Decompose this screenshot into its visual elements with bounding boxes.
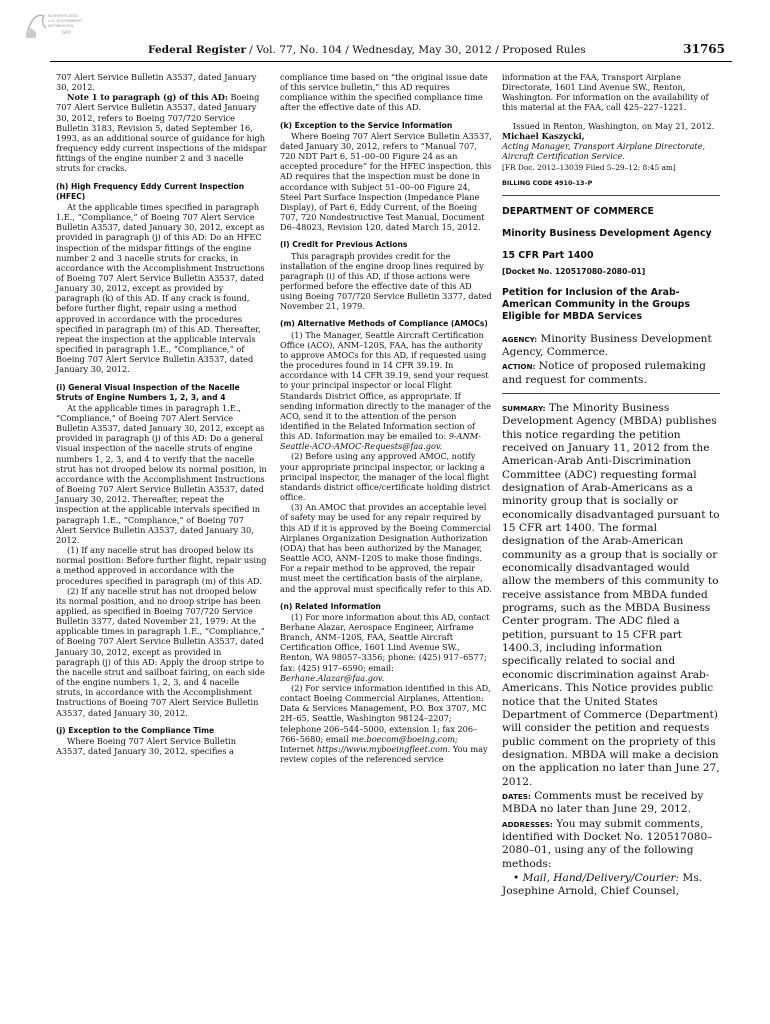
paragraph: (2) Before using any approved AMOC, notify your appropriate principal inspector, or lacking a principal inspector, the manager of the local flight standards district office/certificate holding district office. <box>280 451 491 503</box>
bullet-icon: • <box>513 871 523 884</box>
paragraph: (1) If any nacelle strut has drooped below its normal position: Before further flight, repair using a method approved in accordance with the procedures specified in paragraph (m) of this AD. <box>56 545 267 586</box>
signer-title-text: Acting Manager, Transport Airplane Directorate, Aircraft Certification Service. <box>502 140 706 162</box>
paragraph-text: You may review copies of the referenced service <box>280 743 488 764</box>
publication-title: Federal Register <box>148 44 247 56</box>
section-heading-h: (h) High Frequency Eddy Current Inspection (HFEC) <box>56 181 245 201</box>
cfr-part-heading: 15 CFR Part 1400 <box>502 249 594 261</box>
agency-line <box>502 333 720 360</box>
column-3 <box>502 72 720 899</box>
paragraph: (3) An AMOC that provides an acceptable level of safety may be used for any repair required by this AD if it is approved by the Boeing Commercial Airplanes Organization Designation Authorization (ODA) that has been authorized by the Manager, Seattle ACO, ANM–120S to make those findings. For a repair method to be approved, the repair must meet the certification basis of the airplane, and the approval must specifically refer to this AD. <box>280 502 492 594</box>
paragraph: Where Boeing 707 Alert Service Bulletin A3537, dated January 30, 2012, refers to “Manual 707, 720 NDT Part 6, 51–00–00 Figure 24 as an accepted procedure” for the HFEC inspection, this AD requires that the inspection must be done in accordance with Subject 51–00–00 Figure 24, Steel Part Surface Inspection (Impedance Plane Display), of Part 6, Eddy Current, of the Boeing 707, 720 Nondestructive Test Manual, Document D6–48023, Revision 120, dated March 15, 2012. <box>280 130 492 233</box>
faa-email-link[interactable]: Berhane.Alazar@faa.gov. <box>280 672 385 683</box>
paragraph: 707 Alert Service Bulletin A3537, dated January 30, 2012. <box>56 72 257 93</box>
paragraph: compliance time based on “the original issue date of this service bulletin,” this AD requires compliance within the specified compliance time after the effective date of this AD. <box>280 72 488 113</box>
paragraph: information at the FAA, Transport Airplane Directorate, 1601 Lind Avenue SW., Renton, Washington. For information on the availability of this material at the FAA, call 425–227–1221. <box>502 72 709 113</box>
method-text: Ms. Josephine Arnold, Chief Counsel, <box>502 871 703 898</box>
paragraph: At the applicable times specified in paragraph 1.E., “Compliance,” of Boeing 707 Alert Service Bulletin A3537, dated January 30, 2012, except as provided in paragraph (j) of this AD: Do an HFEC inspection of the midspar fittings of the engine number 2 and 3 nacelle struts for cracks, in accordance with the Accomplishment Instructions of Boeing 707 Alert Service Bulletin A3537, dated January 30, 2012, except as provided by paragraph (k) of this AD. If any crack is found, before further flight, repair using a method approved in accordance with the procedures specified in paragraph (m) of this AD. Thereafter, repeat the inspection at the applicable intervals specified in paragraph 1.E., “Compliance,” of Boeing 707 Alert Service Bulletin A3537, dated January 30, 2012. <box>56 201 265 375</box>
summary-label: SUMMARY: <box>502 403 546 413</box>
agency-text: Minority Business Development Agency, Commerce. <box>502 332 712 358</box>
addresses-paragraph <box>502 818 720 871</box>
paragraph: (2) If any nacelle strut has not drooped below its normal position, and no droop stripe has been applied, as specified in Boeing 707/720 Service Bulletin 3377, dated November 21, 1979: At the applicable times in paragraph 1.E., “Compliance,” of Boeing 707 Alert Service Bulletin A3537, dated January 30, 2012, except as provided in paragraph (j) of this AD: Apply the droop stripe to the nacelle strut and sailboat fairing, on each side of the engine numbers 1, 2, 3, and 4 nacelle struts, in accordance with the Accomplishment Instructions of Boeing 707 Alert Service Bulletin A3537, dated January 30, 2012. <box>56 585 265 718</box>
dates-label: DATES: <box>502 791 531 801</box>
seal-line-3: INFORMATION <box>48 24 74 28</box>
action-text: Notice of proposed rulemaking and request for comments. <box>502 360 706 386</box>
action-line <box>502 360 720 387</box>
signer-name-text: Michael Kaszycki, <box>502 130 585 141</box>
paragraph: This paragraph provides credit for the installation of the engine droop lines required by paragraph (i) of this AD, if those actions were performed before the effective date of this AD using Boeing 707/720 Service Bulletin 3377, dated November 21, 1979. <box>280 250 492 312</box>
column-1 <box>56 72 267 756</box>
boeing-email-link[interactable]: me.boecom@boeing.com; <box>351 733 458 744</box>
seal-line-1: AUTHENTICATED <box>48 14 79 18</box>
signer-name <box>502 131 720 141</box>
department-heading: DEPARTMENT OF COMMERCE <box>502 205 654 217</box>
section-heading-n: (n) Related Information <box>280 601 381 611</box>
section-heading-k: (k) Exception to the Service Information <box>280 120 453 130</box>
method-list-item <box>502 872 720 899</box>
agency-label: AGENCY: <box>502 334 538 344</box>
paragraph: At the applicable times in paragraph 1.E., “Compliance,” of Boeing 707 Alert Service Bulletin A3537, dated January 30, 2012, except as provided in paragraph (j) of this AD: Do a general visual inspection of the nacelle struts of engine numbers 1, 2, 3, and 4 to verify that the nacelle strut has not drooped below its normal position, in accordance with the Accomplishment Instructions of Boeing 707 Alert Service Bulletin A3537, dated January 30, 2012. Thereafter, repeat the inspection at the applicable intervals specified in paragraph 1.E., “Compliance,” of Boeing 707 Alert Service Bulletin A3537, dated January 30, 2012. <box>56 402 267 545</box>
paragraph-text: Internet <box>280 743 317 754</box>
section-heading-j: (j) Exception to the Compliance Time <box>56 725 215 735</box>
docket-number: [Docket No. 120517080–2080–01] <box>502 266 646 276</box>
summary-paragraph <box>502 402 720 789</box>
gpo-authenticated-seal <box>22 8 88 42</box>
section-heading-i: (i) General Visual Inspection of the Nacelle Struts of Engine Numbers 1, 2, 3, and 4 <box>56 382 240 402</box>
agency-heading: Minority Business Development Agency <box>502 227 712 239</box>
section-heading-m: (m) Alternative Methods of Compliance (AMOCs) <box>280 319 488 329</box>
amoc-email-link[interactable]: 9-ANM-Seattle-ACO-AMOC-Requests@faa.gov. <box>280 431 481 452</box>
seal-line-4: GPO <box>62 30 71 35</box>
column-2 <box>280 72 492 764</box>
method-name: Mail, Hand/Delivery/Courier: <box>522 871 680 884</box>
issued-line: Issued in Renton, Washington, on May 21, 2012. <box>513 120 715 131</box>
paragraph-text: (2) For service information identified in this AD, contact Boeing Commercial Airplanes, Attention: Data & Services Management, P.O. Box 3707, MC 2H–65, Seattle, Washington 98124–2207; telephone 206–544–5000, extension 1; fax 206–766–5680; email <box>280 682 491 744</box>
rule-title: Petition for Inclusion of the Arab-American Community in the Groups Eligible for MBDA Services <box>502 286 690 322</box>
seal-line-2: U.S. GOVERNMENT <box>48 19 83 23</box>
paragraph <box>280 612 492 683</box>
addresses-text: You may submit comments, identified with Docket No. 120517080–2080–01, using any of the following methods: <box>502 817 713 870</box>
header-rule <box>50 61 732 62</box>
page-header <box>60 42 725 60</box>
paragraph-text: (1) The Manager, Seattle Aircraft Certification Office (ACO), ANM–120S, FAA, has the authority to approve AMOCs for this AD, if requested using the procedures found in 14 CFR 39.19. In accordance with 14 CFR 39.19, send your request to your principal inspector or local Flight Standards District Office, as appropriate. If sending information directly to the manager of the ACO, send it to the attention of the person identified in the Related Information section of this AD. Information may be emailed to: <box>280 329 491 442</box>
page-number: 31765 <box>683 42 725 56</box>
signer-title <box>502 141 720 161</box>
action-label: ACTION: <box>502 362 536 372</box>
note-text: Boeing 707 Alert Service Bulletin A3537, dated January 30, 2012, refers to Boeing 707/720 Service Bulletin 3183, Revision 5, dated September 16, 1993, as an additional source of guidance for high frequency eddy current inspections of the midspar fittings of the engine number 2 and 3 nacelle struts for cracks. <box>56 92 267 174</box>
divider <box>502 195 720 196</box>
dates-text: Comments must be received by MBDA no later than June 29, 2012. <box>502 789 704 816</box>
fr-doc-line: [FR Doc. 2012–13039 Filed 5–29–12; 8:45 am] <box>502 163 676 173</box>
paragraph <box>280 330 492 452</box>
divider <box>502 393 720 394</box>
note-label: Note 1 to paragraph (g) of this AD: <box>67 92 228 103</box>
section-heading-l: (l) Credit for Previous Actions <box>280 240 408 250</box>
paragraph-text: (1) For more information about this AD, contact Berhane Alazar, Aerospace Engineer, Airframe Branch, ANM–120S, FAA, Seattle Aircraft Certification Office, 1601 Lind Avenue SW., Renton, WA 98057–3356; phone: (425) 917–6577; fax: (425) 917–6590; email: <box>280 611 490 673</box>
boeing-url-link[interactable]: https://www.myboeingfleet.com. <box>316 743 451 754</box>
issue-meta: / Vol. 77, No. 104 / Wednesday, May 30, 2012 / Proposed Rules <box>249 44 586 56</box>
paragraph <box>280 683 492 764</box>
addresses-label: ADDRESSES: <box>502 819 553 829</box>
billing-code: BILLING CODE 4910–13–P <box>502 179 593 188</box>
note-paragraph <box>56 92 267 173</box>
dates-paragraph <box>502 790 720 817</box>
paragraph: Where Boeing 707 Alert Service Bulletin A3537, dated January 30, 2012, specifies a <box>56 735 237 756</box>
summary-text: The Minority Business Development Agency (MBDA) publishes this notice regarding the petition received on January 11, 2012 from the American-Arab Anti-Discrimination Committee (ADC) requesting formal designation of Arab-Americans as a minority group that is socially or economically disadvantaged pursuant to 15 CFR art 1400. The formal designation of the Arab-American community as a group that is socially or economically disadvantaged would allow the members of this community to receive assistance from MBDA funded programs, such as the MBDA Business Center program. The ADC filed a petition, pursuant to 15 CFR part 1400.3, including information specifically related to social and economic discrimination against Arab-Americans. This Notice provides public notice that the United States Department of Commerce (Department) will consider the petition and requests public comment on the propriety of this designation. MBDA will make a decision on the application no later than June 27, 2012. <box>502 401 720 788</box>
